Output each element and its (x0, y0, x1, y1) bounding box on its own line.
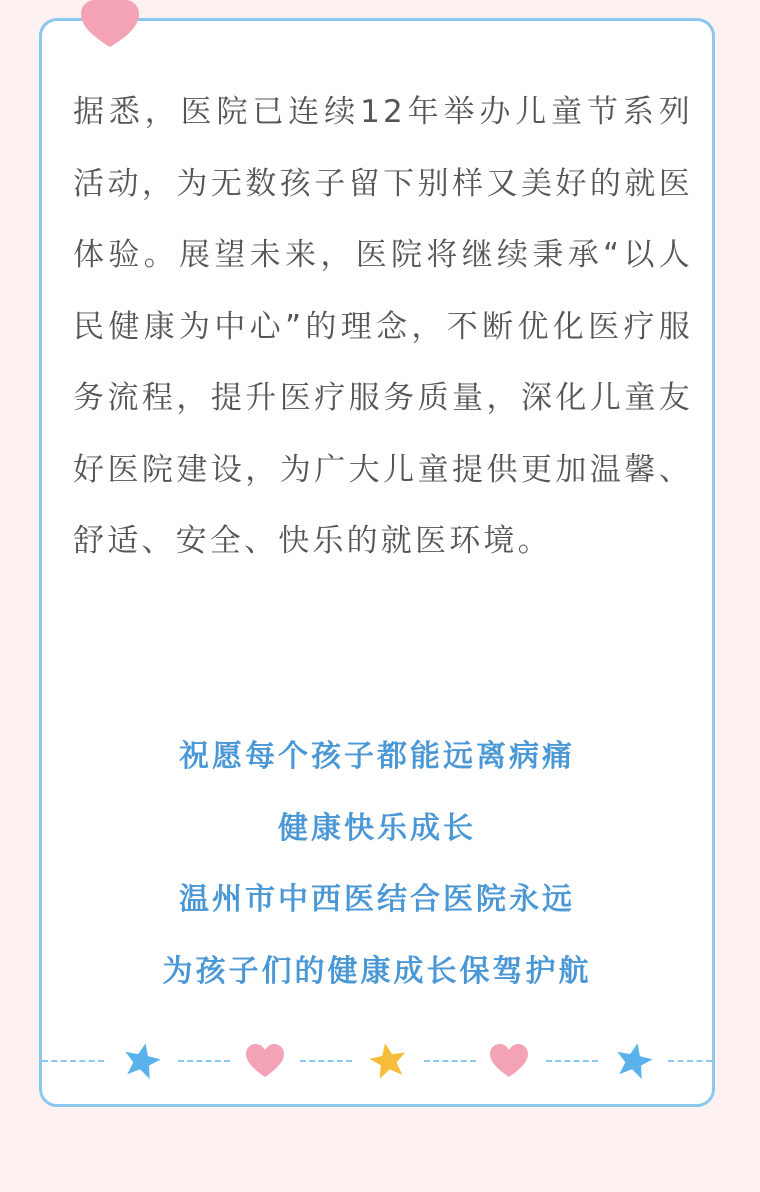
dashed-divider (668, 1060, 712, 1062)
heart-icon (244, 1042, 286, 1080)
wish-line: 祝愿每个孩子都能远离病痛 (179, 739, 575, 774)
star-icon (614, 1040, 654, 1080)
dashed-divider (300, 1060, 352, 1062)
decoration-row (42, 1040, 712, 1082)
article-paragraph: 据悉，医院已连续12年举办儿童节系列活动，为无数孩子留下别样又美好的就医体验。展望未来，医院将继续秉承“以人民健康为中心”的理念，不断优化医疗服务流程，提升医疗服务质量，深化儿童友好医院建设，为广大儿童提供更加温馨、舒适、安全、快乐的就医环境。 (73, 94, 693, 559)
heart-icon (78, 0, 142, 48)
wish-line: 为孩子们的健康成长保驾护航 (162, 953, 592, 989)
dashed-divider (42, 1060, 104, 1062)
wishes-block (42, 721, 712, 1007)
wish-line: 健康快乐成长 (278, 810, 476, 846)
article-card (39, 18, 715, 1107)
heart-icon (488, 1042, 530, 1080)
wish-line: 温州市中西医结合医院永远 (179, 882, 575, 917)
dashed-divider (178, 1060, 230, 1062)
star-icon (368, 1040, 408, 1080)
star-icon (122, 1040, 162, 1080)
dashed-divider (424, 1060, 476, 1062)
dashed-divider (546, 1060, 598, 1062)
